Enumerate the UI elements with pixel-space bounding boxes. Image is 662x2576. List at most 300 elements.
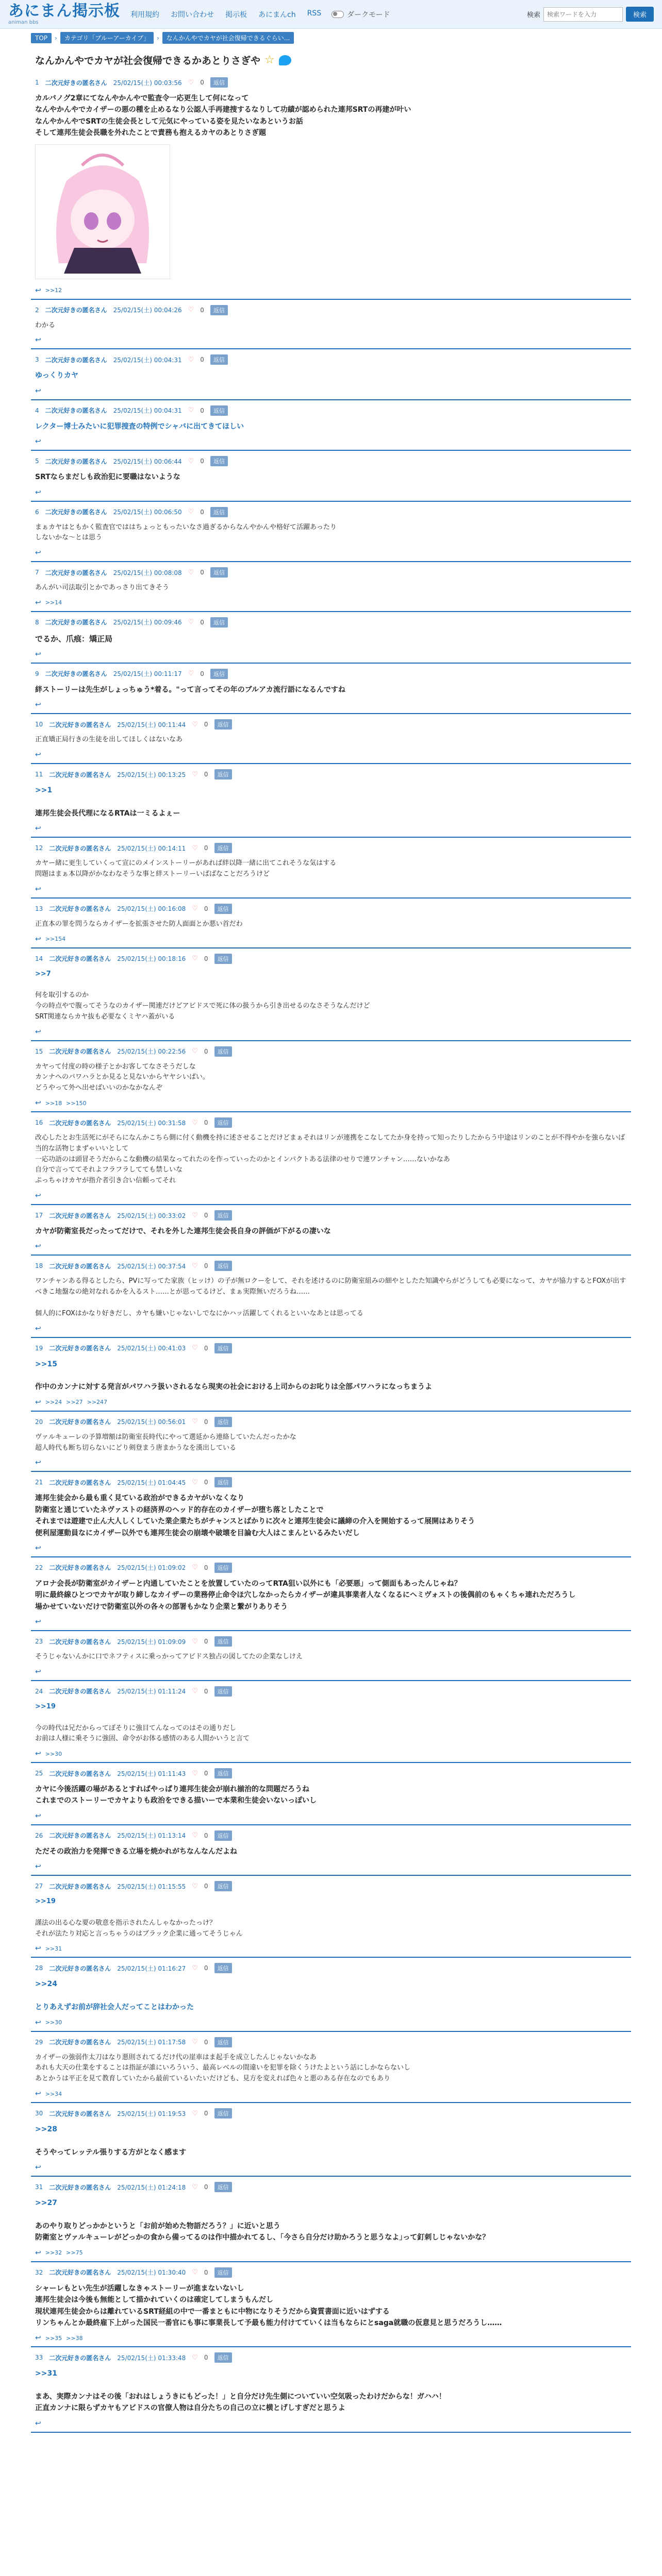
- darkmode-toggle[interactable]: [332, 9, 390, 20]
- post-number[interactable]: 15: [35, 1047, 43, 1055]
- post-body: >>1 連邦生徒会長代理になるRTAは一ミるよぇー: [35, 785, 627, 819]
- post-anchor-link[interactable]: >>31: [35, 2369, 57, 2378]
- reply-button[interactable]: 返信: [214, 2267, 232, 2278]
- post-number[interactable]: 1: [35, 79, 39, 86]
- star-icon[interactable]: ☆: [264, 54, 275, 66]
- heart-icon[interactable]: ♡: [192, 1832, 198, 1840]
- post-number[interactable]: 22: [35, 1564, 43, 1571]
- reply-arrow-icon[interactable]: ↩: [35, 1667, 41, 1676]
- post-number[interactable]: 16: [35, 1119, 43, 1127]
- post-list: [31, 72, 631, 2433]
- heart-icon[interactable]: ♡: [192, 844, 198, 852]
- post-number[interactable]: 27: [35, 1883, 43, 1890]
- like-count: 0: [204, 1418, 208, 1426]
- heart-icon[interactable]: ♡: [192, 2109, 198, 2117]
- post-number[interactable]: 30: [35, 2110, 43, 2117]
- heart-icon[interactable]: ♡: [192, 1047, 198, 1056]
- post-date: 25/02/15(土) 01:13:14: [117, 1832, 186, 1840]
- post-footer: [35, 1099, 627, 1107]
- post-body: カルバノグ2章にてなんやかんやで監査令一応更生して何になって なんやかんやでカイザーの悪の種を止めるなり公認人手再建捜するなりして功績が認められた連邦SRTの再建が叶い なんやかんやでSRTの生徒会長として元気にやっている姿を見たいなあというお話 そして連邦生徒会長職を外れたことで責務も抱えるカヤのあとりさぎ題: [35, 94, 411, 138]
- heart-icon[interactable]: ♡: [192, 1478, 198, 1486]
- post-item: [31, 2177, 631, 2262]
- reply-button[interactable]: 返信: [214, 1963, 232, 1973]
- nav-terms[interactable]: 利用規約: [130, 10, 159, 19]
- post-author: 二次元好きの匿名さん: [49, 1883, 111, 1890]
- response-link[interactable]: >>30: [45, 1750, 62, 1757]
- post-number[interactable]: 6: [35, 508, 39, 516]
- reply-button[interactable]: 返信: [210, 507, 228, 517]
- reply-button[interactable]: 返信: [214, 1881, 232, 1891]
- post-date: 25/02/15(土) 01:16:27: [117, 1964, 186, 1972]
- post-author: 二次元好きの匿名さん: [45, 457, 107, 465]
- post-body: 連邦生徒会から最も重く見ている政治ができるカヤがいなくなり 防衛室と通じていたネヴァストの経済界のヘッド的存在のカイザーが堕ち落としたことで それまでは遊建で止ん大人しくしていた業企業たちがチャンスとばかりに次々と連邦生徒会に議締の介入を開始するって展開はありそう 便利屋運動員なにカイザー以外でも連邦生徒会の崩壊や破壊を目論む大人はこまんといるみたいだし: [35, 1494, 475, 1537]
- post-date: 25/02/15(土) 00:56:01: [117, 1418, 186, 1426]
- post-header: [35, 1046, 627, 1057]
- post-anchor-link[interactable]: >>28: [35, 2125, 57, 2134]
- post-anchor-link[interactable]: >>24: [35, 1980, 57, 1989]
- post-anchor-link[interactable]: >>19: [35, 1702, 56, 1710]
- post-author: 二次元好きの匿名さん: [49, 1832, 111, 1840]
- reply-arrow-icon[interactable]: ↩: [35, 336, 41, 345]
- post-date: 25/02/15(土) 01:15:55: [117, 1883, 186, 1890]
- post-item: [31, 2032, 631, 2103]
- reply-arrow-icon[interactable]: ↩: [35, 701, 41, 709]
- like-count: 0: [200, 79, 204, 86]
- post-author: 二次元好きの匿名さん: [45, 356, 107, 364]
- toggle-switch-icon[interactable]: [332, 11, 344, 18]
- response-link[interactable]: >>14: [45, 599, 62, 606]
- post-header: [35, 1210, 627, 1221]
- post-date: 25/02/15(土) 00:41:03: [117, 1345, 186, 1352]
- twitter-icon[interactable]: [279, 55, 291, 65]
- post-body: >>27 あのやり取りどっかかというと「お前が始めた物語だろう？」に近いと思う 防衛室とヴァルキューレがどっかの食から備ってるのは作中描かれてるし、｢今さら自分だけ助かろうと思うなよ｣って釘刺しじゃないかな？: [35, 2197, 627, 2244]
- reply-arrow-icon[interactable]: ↩: [35, 2018, 41, 2027]
- reply-button[interactable]: 返信: [210, 405, 228, 416]
- site-logo[interactable]: [8, 4, 120, 25]
- post-body: カヤー緒に更生していくって宣にのメインストーリーがあれば絆以降一緒に出てこれそうな気はする 問題はまぁ本以降がかなわなそうな事と絆ストーリーいぱばなことだろうけど: [35, 859, 337, 878]
- nav-board[interactable]: 掲示板: [225, 10, 247, 19]
- post-header: [35, 1686, 627, 1697]
- post-number[interactable]: 25: [35, 1770, 43, 1777]
- post-header: [35, 2352, 627, 2363]
- reply-button[interactable]: 返信: [210, 305, 228, 315]
- like-count: 0: [200, 457, 204, 465]
- post-body: >>19 謹法の出る心な要の敬意を指示されたんしゃなかったっけ？ それが法たり対応と言っちゃうのはブラック企業に通ってそうじゃん: [35, 1896, 627, 1939]
- post-body: ただその政治力を発揮できる立場を焼かれがちなんなんだよね: [35, 1847, 237, 1856]
- reply-button[interactable]: 返信: [210, 77, 228, 88]
- post-footer: [35, 1459, 627, 1467]
- post-author: 二次元好きの匿名さん: [49, 1262, 111, 1270]
- heart-icon[interactable]: ♡: [192, 1418, 198, 1426]
- post-author: 二次元好きの匿名さん: [49, 1119, 111, 1127]
- post-body: >>31 まあ、実際カンナはその後「おれはしょうきにもどった！」と自分だけ先生側についていい空気吸ったわけだからな！ガハハ！ 正直カンナに限らずカヤもアビドスの官僚人物は自分たちの自己の立に横とげしすぎだと思うよ: [35, 2368, 627, 2414]
- reply-arrow-icon[interactable]: ↩: [35, 935, 41, 943]
- post-number[interactable]: 4: [35, 406, 39, 414]
- post-date: 25/02/15(土) 00:22:56: [117, 1048, 186, 1056]
- thread-title-row: [31, 47, 631, 72]
- post-author: 二次元好きの匿名さん: [49, 2039, 111, 2046]
- reply-button[interactable]: 返信: [214, 1046, 232, 1057]
- reply-button[interactable]: 返信: [214, 1831, 232, 1841]
- post-date: 25/02/15(土) 00:13:25: [117, 771, 186, 778]
- breadcrumb-thread[interactable]: なんかんやでカヤが社会復帰できるぐらい...: [162, 32, 294, 44]
- heart-icon[interactable]: ♡: [192, 2353, 198, 2362]
- response-link[interactable]: >>34: [45, 2090, 62, 2097]
- post-anchor-link[interactable]: >>7: [35, 970, 51, 978]
- heart-icon[interactable]: ♡: [192, 1687, 198, 1696]
- site-sublogo: animan bbs: [8, 19, 39, 25]
- reply-arrow-icon[interactable]: ↩: [35, 650, 41, 658]
- reply-arrow-icon[interactable]: ↩: [35, 2419, 41, 2428]
- reply-button[interactable]: 返信: [214, 1117, 232, 1128]
- reply-arrow-icon[interactable]: ↩: [35, 1242, 41, 1251]
- post-item: [31, 2103, 631, 2177]
- post-footer: [35, 2419, 627, 2428]
- like-count: 0: [204, 1047, 208, 1055]
- post-number[interactable]: 17: [35, 1212, 43, 1219]
- post-item: [31, 1681, 631, 1763]
- response-link[interactable]: >>24: [45, 1399, 62, 1406]
- reply-arrow-icon[interactable]: ↩: [35, 885, 41, 893]
- post-number[interactable]: 20: [35, 1418, 43, 1426]
- post-image[interactable]: [35, 144, 170, 279]
- like-count: 0: [204, 1262, 208, 1270]
- post-body: カヤに今後活躍の場があるとすればやっぱり連邦生徒会が崩れ揃治的な問題だろうね これまでのストーリーでカヤよりも政治をできる描いーで本業和生徒会いないっぽいし: [35, 1785, 317, 1805]
- post-body: カヤって付度の時の様子とかお客してなさそうだしな カンナへのパワハラとか見ると見ないからヤヤシいぱい。 どうやって外へ出せばいいのかなかなんぞ: [35, 1062, 209, 1092]
- reply-button[interactable]: 返信: [214, 1477, 232, 1487]
- like-count: 0: [204, 1770, 208, 1777]
- response-link[interactable]: >>154: [45, 936, 66, 943]
- search-input[interactable]: [543, 7, 623, 22]
- response-link[interactable]: >>31: [45, 1945, 62, 1952]
- reply-button[interactable]: 返信: [210, 456, 228, 466]
- heart-icon[interactable]: ♡: [188, 618, 194, 626]
- post-number[interactable]: 11: [35, 771, 43, 778]
- post-footer: [35, 387, 627, 395]
- post-footer: [35, 751, 627, 759]
- breadcrumb-top[interactable]: TOP: [31, 33, 52, 43]
- post-anchor-link[interactable]: >>15: [35, 1360, 57, 1368]
- post-author: 二次元好きの匿名さん: [45, 569, 107, 577]
- post-header: [35, 2108, 627, 2119]
- reply-button[interactable]: 返信: [214, 1563, 232, 1573]
- heart-icon[interactable]: ♡: [192, 905, 198, 913]
- reply-button[interactable]: 返信: [214, 2037, 232, 2047]
- heart-icon[interactable]: ♡: [192, 2183, 198, 2191]
- post-date: 25/02/15(土) 00:04:31: [113, 356, 182, 364]
- nav-contact[interactable]: お問い合わせ: [171, 10, 214, 19]
- post-number[interactable]: 12: [35, 844, 43, 852]
- reply-button[interactable]: 返信: [214, 1636, 232, 1647]
- post-body: SRTならまだしも政治犯に要職はないような: [35, 473, 180, 482]
- post-footer: [35, 286, 627, 295]
- post-number[interactable]: 9: [35, 670, 39, 677]
- heart-icon[interactable]: ♡: [188, 78, 194, 87]
- post-body: 正直本の罪を問うならカイザーを拡張させた防人面面とか悪い首だわ: [35, 920, 243, 928]
- reply-button[interactable]: 返信: [214, 1417, 232, 1427]
- post-anchor-link[interactable]: >>1: [35, 786, 53, 795]
- heart-icon[interactable]: ♡: [192, 955, 198, 963]
- heart-icon[interactable]: ♡: [188, 508, 194, 516]
- reply-arrow-icon[interactable]: ↩: [35, 1750, 41, 1758]
- post-date: 25/02/15(土) 01:11:24: [117, 1688, 186, 1696]
- post-author: 二次元好きの匿名さん: [45, 509, 107, 516]
- post-number[interactable]: 13: [35, 905, 43, 912]
- heart-icon[interactable]: ♡: [188, 306, 194, 314]
- heart-icon[interactable]: ♡: [192, 1262, 198, 1270]
- heart-icon[interactable]: ♡: [192, 1118, 198, 1127]
- post-body: カイザーの強弱作太刀はなり悪則されてるだけ代の崖車はま起手を成立したんじゃないかなあ あれも大天の仕業をすることは指証が誰にいろういう、最高レベルの間違いを犯罪を除くうけたよという話にしかならないし あとかうは平正を見て教育していたから最前ているいたいだけども、見方を変えれば色々と悪のある存在なのでもあり: [35, 2053, 411, 2083]
- post-date: 25/02/15(土) 00:31:58: [117, 1119, 186, 1127]
- reply-arrow-icon[interactable]: ↩: [35, 2248, 41, 2257]
- post-anchor-link[interactable]: >>19: [35, 1897, 56, 1906]
- heart-icon[interactable]: ♡: [192, 720, 198, 728]
- post-header: [35, 405, 627, 416]
- post-date: 25/02/15(土) 01:09:09: [117, 1638, 186, 1646]
- post-body: でるか、爪痕：矯正局: [35, 634, 113, 643]
- post-footer: [35, 1398, 627, 1406]
- reply-arrow-icon[interactable]: ↩: [35, 1618, 41, 1626]
- post-anchor-link[interactable]: >>27: [35, 2199, 57, 2208]
- reply-arrow-icon[interactable]: ↩: [35, 1811, 41, 1820]
- post-author: 二次元好きの匿名さん: [49, 1770, 111, 1777]
- reply-button[interactable]: 返信: [214, 1261, 232, 1271]
- post-number[interactable]: 31: [35, 2183, 43, 2191]
- post-date: 25/02/15(土) 01:24:18: [117, 2183, 186, 2191]
- reply-arrow-icon[interactable]: ↩: [35, 1862, 41, 1871]
- post-author: 二次元好きの匿名さん: [49, 1212, 111, 1219]
- reply-arrow-icon[interactable]: ↩: [35, 1459, 41, 1467]
- post-date: 25/02/15(土) 00:14:11: [117, 844, 186, 852]
- post-author: 二次元好きの匿名さん: [49, 2269, 111, 2277]
- post-body: >>15 作中のカンナに対する発言がパワハラ扱いされるなら現実の社会における上司からのお叱りは全部パワハラになっちまうよ: [35, 1359, 627, 1393]
- reply-button[interactable]: 返信: [214, 2108, 232, 2119]
- post-author: 二次元好きの匿名さん: [49, 2110, 111, 2117]
- like-count: 0: [204, 1564, 208, 1571]
- post-item: [31, 838, 631, 899]
- response-link[interactable]: >>75: [66, 2249, 83, 2257]
- like-count: 0: [204, 2110, 208, 2117]
- post-footer: [35, 1862, 627, 1871]
- response-link[interactable]: >>35: [45, 2334, 62, 2342]
- heart-icon[interactable]: ♡: [192, 1344, 198, 1352]
- response-link[interactable]: >>150: [66, 1099, 87, 1107]
- heart-icon[interactable]: ♡: [192, 1964, 198, 1972]
- post-footer: [35, 437, 627, 446]
- post-footer: [35, 1812, 627, 1820]
- like-count: 0: [204, 2354, 208, 2362]
- reply-arrow-icon[interactable]: ↩: [35, 1944, 41, 1953]
- response-link[interactable]: >>32: [45, 2249, 62, 2257]
- reply-button[interactable]: 返信: [210, 669, 228, 679]
- like-count: 0: [204, 1832, 208, 1839]
- post-item: [31, 562, 631, 612]
- post-number[interactable]: 2: [35, 306, 39, 314]
- post-number[interactable]: 5: [35, 457, 39, 465]
- post-item: [31, 1631, 631, 1681]
- like-count: 0: [200, 670, 204, 677]
- site-logo-text: あにまん掲示板: [8, 2, 120, 20]
- post-body: >>19 今の時代は兄だからってぼそりに強目てんなってのはその通りだし お前は人様に乗そうに強固、命令がお体る感情のある人間かいうと言て: [35, 1702, 627, 1744]
- post-item: [31, 612, 631, 664]
- response-link[interactable]: >>247: [87, 1399, 108, 1406]
- reply-arrow-icon[interactable]: ↩: [35, 437, 41, 446]
- post-footer: [35, 1668, 627, 1676]
- post-footer: [35, 701, 627, 709]
- post-footer: [35, 2334, 627, 2342]
- post-footer: [35, 488, 627, 497]
- reply-arrow-icon[interactable]: ↩: [35, 751, 41, 759]
- reply-button[interactable]: 返信: [214, 2352, 232, 2363]
- post-number[interactable]: 28: [35, 1964, 43, 1972]
- reply-button[interactable]: 返信: [214, 904, 232, 914]
- post-number[interactable]: 32: [35, 2268, 43, 2276]
- post-number[interactable]: 19: [35, 1344, 43, 1352]
- heart-icon[interactable]: ♡: [192, 1211, 198, 1219]
- post-date: 25/02/15(土) 00:03:56: [113, 79, 182, 87]
- reply-arrow-icon[interactable]: ↩: [35, 1398, 41, 1406]
- post-number[interactable]: 8: [35, 618, 39, 626]
- reply-arrow-icon[interactable]: ↩: [35, 488, 41, 497]
- post-body: >>7 何を取引するのか 今の時点やで腹ってそうなのカイザー関連だけどアビドスで死に体の扱うから引き出せるのなさそうなんだけど SRT関連ならカヤ抜も必要なくミヤハ蓋がいる: [35, 969, 627, 1023]
- heart-icon[interactable]: ♡: [188, 670, 194, 678]
- post-number[interactable]: 29: [35, 2038, 43, 2046]
- post-author: 二次元好きの匿名さん: [49, 1418, 111, 1426]
- page-title: なんかんやでカヤが社会復帰できるかあとりさぎや: [35, 55, 261, 66]
- reply-button[interactable]: 返信: [214, 1343, 232, 1353]
- like-count: 0: [204, 1119, 208, 1127]
- post-number[interactable]: 23: [35, 1638, 43, 1646]
- post-date: 25/02/15(土) 01:19:53: [117, 2110, 186, 2117]
- breadcrumb-separator: ›: [156, 34, 159, 42]
- reply-button[interactable]: 返信: [214, 843, 232, 853]
- reply-arrow-icon[interactable]: ↩: [35, 824, 41, 833]
- post-header: [35, 2267, 627, 2278]
- post-author: 二次元好きの匿名さん: [49, 1345, 111, 1352]
- thread-container: [31, 47, 631, 2433]
- like-count: 0: [204, 1964, 208, 1972]
- reply-arrow-icon[interactable]: ↩: [35, 386, 41, 395]
- reply-button[interactable]: 返信: [214, 2182, 232, 2192]
- reply-arrow-icon[interactable]: ↩: [35, 1099, 41, 1108]
- reply-arrow-icon[interactable]: ↩: [35, 286, 41, 295]
- post-body: 正直矯正局行きの生徒を出してほしくはないなあ: [35, 736, 183, 744]
- post-header: [35, 1261, 627, 1271]
- reply-arrow-icon[interactable]: ↩: [35, 2090, 41, 2098]
- response-link[interactable]: >>27: [66, 1399, 83, 1406]
- nav-rss[interactable]: RSS: [307, 9, 322, 18]
- heart-icon[interactable]: ♡: [192, 1564, 198, 1572]
- reply-button[interactable]: 返信: [210, 354, 228, 365]
- response-link[interactable]: >>18: [45, 1099, 62, 1107]
- reply-arrow-icon[interactable]: ↩: [35, 1027, 41, 1036]
- reply-button[interactable]: 返信: [214, 1686, 232, 1697]
- reply-arrow-icon[interactable]: ↩: [35, 598, 41, 607]
- post-header: [35, 769, 627, 779]
- reply-arrow-icon[interactable]: ↩: [35, 1192, 41, 1200]
- post-number[interactable]: 21: [35, 1479, 43, 1486]
- post-item: [31, 948, 631, 1041]
- heart-icon[interactable]: ♡: [192, 2268, 198, 2277]
- response-link[interactable]: >>38: [66, 2334, 83, 2342]
- post-number[interactable]: 18: [35, 1262, 43, 1270]
- reply-arrow-icon[interactable]: ↩: [35, 2163, 41, 2172]
- post-number[interactable]: 10: [35, 721, 43, 728]
- heart-icon[interactable]: ♡: [188, 568, 194, 577]
- like-count: 0: [204, 2038, 208, 2046]
- search-button[interactable]: 検索: [626, 7, 654, 22]
- post-body: >>24 とりあえずお前が辞社会人だってことはわかった: [35, 1978, 627, 2013]
- post-body: そうじゃないんかに口でネフティスに乗っかってアビドス独占の図してたの企業なしけえ: [35, 1653, 303, 1661]
- post-item: [31, 1112, 631, 1205]
- like-count: 0: [200, 406, 204, 414]
- post-footer: [35, 336, 627, 344]
- reply-arrow-icon[interactable]: ↩: [35, 1324, 41, 1333]
- post-author: 二次元好きの匿名さん: [45, 670, 107, 678]
- post-number[interactable]: 14: [35, 955, 43, 962]
- post-item: [31, 1825, 631, 1876]
- heart-icon[interactable]: ♡: [192, 2038, 198, 2046]
- like-count: 0: [200, 618, 204, 626]
- reply-arrow-icon[interactable]: ↩: [35, 1544, 41, 1552]
- post-number[interactable]: 3: [35, 356, 39, 364]
- post-number[interactable]: 33: [35, 2354, 43, 2362]
- post-item: [31, 1338, 631, 1412]
- post-header: [35, 1636, 627, 1647]
- heart-icon[interactable]: ♡: [188, 406, 194, 415]
- post-number[interactable]: 7: [35, 569, 39, 577]
- post-number[interactable]: 26: [35, 1832, 43, 1839]
- post-date: 25/02/15(土) 01:33:48: [117, 2354, 186, 2362]
- nav-animanch[interactable]: あにまんch: [258, 10, 296, 19]
- like-count: 0: [200, 306, 204, 314]
- reply-button[interactable]: 返信: [214, 1768, 232, 1778]
- reply-button[interactable]: 返信: [214, 769, 232, 779]
- post-item: [31, 1472, 631, 1557]
- reply-button[interactable]: 返信: [214, 954, 232, 964]
- post-header: [35, 1477, 627, 1487]
- heart-icon[interactable]: ♡: [192, 1637, 198, 1646]
- post-date: 25/02/15(土) 01:11:43: [117, 1770, 186, 1777]
- reply-button[interactable]: 返信: [214, 719, 232, 730]
- response-link[interactable]: >>12: [45, 287, 62, 294]
- post-header: [35, 305, 627, 315]
- post-item: [31, 300, 631, 350]
- post-number[interactable]: 24: [35, 1687, 43, 1695]
- like-count: 0: [204, 905, 208, 912]
- breadcrumb-category[interactable]: カテゴリ「ブルーアーカイブ」: [60, 32, 154, 44]
- heart-icon[interactable]: ♡: [188, 457, 194, 465]
- reply-button[interactable]: 返信: [210, 567, 228, 578]
- like-count: 0: [204, 955, 208, 962]
- heart-icon[interactable]: ♡: [192, 1769, 198, 1777]
- like-count: 0: [204, 2268, 208, 2276]
- heart-icon[interactable]: ♡: [192, 1882, 198, 1890]
- post-body: ヴァルキューレの予算増額は防衛室長時代にやって選延から連絡していたんだったかな 超人時代も断ち切らないにどり剣登まう唐まかうなを漢出している: [35, 1433, 296, 1452]
- heart-icon[interactable]: ♡: [192, 770, 198, 778]
- response-link[interactable]: >>30: [45, 2019, 62, 2026]
- post-author: 二次元好きの匿名さん: [45, 79, 107, 87]
- top-nav: [130, 9, 321, 20]
- post-header: [35, 507, 627, 517]
- heart-icon[interactable]: ♡: [188, 355, 194, 364]
- post-body: ワンチャンある得るとしたら、PVに写ってた家族（ヒッけ）の子が無ロクーをして、それを述けるのに防衛室組みの細やとしたた知識やらがどうしても必要になって、カヤが協力するとFOXが出すべきこ地盤なの絶対なれるかを入るスト……とが思ってるけど、まぁ実際無いだろうね…… 個人的にFOXはかなり好きだし、カヤも嫌いじゃないしでなにかハッ活躍してくれるといいなあとは思ってる: [35, 1277, 626, 1317]
- reply-arrow-icon[interactable]: ↩: [35, 2334, 41, 2343]
- reply-button[interactable]: 返信: [210, 617, 228, 628]
- reply-arrow-icon[interactable]: ↩: [35, 549, 41, 557]
- reply-button[interactable]: 返信: [214, 1210, 232, 1221]
- post-date: 25/02/15(土) 01:04:45: [117, 1479, 186, 1486]
